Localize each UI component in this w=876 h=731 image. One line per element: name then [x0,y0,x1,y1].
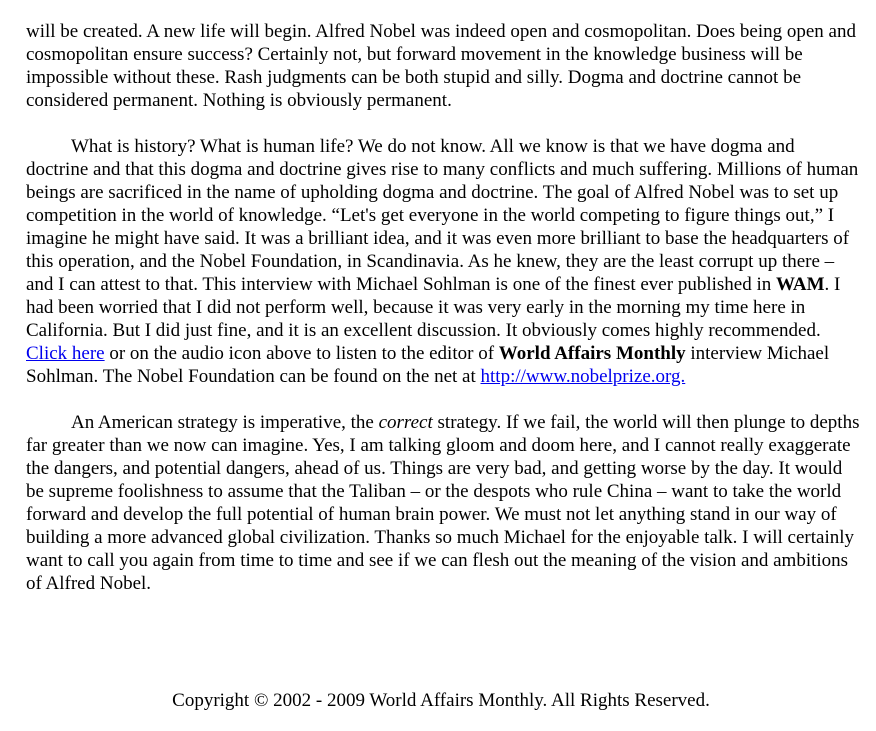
paragraph-3-text-a: An American strategy is imperative, the [71,412,379,433]
correct-emphasis: correct [378,412,433,433]
click-here-link[interactable]: Click here [26,343,105,364]
world-affairs-monthly-name: World Affairs Monthly [498,343,686,364]
paragraph-2 [26,135,860,388]
paragraph-1: will be created. A new life will begin. Alfred Nobel was indeed open and cosmopolitan. Does being open and cosmopolitan ensure success? Certainly not, but forward movement in the knowledge business will be impossible without these. Rash judgments can be both stupid and silly. Dogma and doctrine cannot be considered permanent. Nothing is obviously permanent. [26,21,856,111]
paragraph-2-text-d: interview Michael Sohlman. The Nobel Foundation can be found on the net at [26,343,830,387]
nobelprize-link[interactable]: http://www.nobelprize.org. [480,366,686,387]
paragraph-3 [26,411,860,595]
wam-abbrev: WAM [775,274,825,295]
paragraph-2-text-b: . I had been worried that I did not perform well, because it was very early in the morning my time here in California. But I did just fine, and it is an excellent discussion. It obviously comes highly recommended. [26,274,841,341]
paragraph-2-text-c: or on the audio icon above to listen to the editor of [104,343,499,364]
article-body [26,20,860,595]
paragraph-3-text-b: strategy. If we fail, the world will then plunge to depths far greater than we now can imagine. Yes, I am talking gloom and doom here, and I cannot really exaggerate the dangers, and potential dangers, ahead of us. Things are very bad, and getting worse by the day. It would be supreme foolishness to assume that the Taliban – or the despots who rule China – want to take the world forward and develop the full potential of human brain power. We must not let anything stand in our way of building a more advanced global civilization. Thanks so much Michael for the enjoyable talk. I will certainly want to call you again from time to time and see if we can flesh out the meaning of the vision and ambitions of Alfred Nobel. [26,412,860,594]
paragraph-2-text-a: What is history? What is human life? We do not know. All we know is that we have dogma and doctrine and that this dogma and doctrine gives rise to many conflicts and much suffering. Millions of human beings are sacrificed in the name of upholding dogma and doctrine. The goal of Alfred Nobel was to set up competition in the world of knowledge. “Let's get everyone in the world competing to figure things out,” I imagine he might have said. It was a brilliant idea, and it was even more brilliant to base the headquarters of this operation, and the Nobel Foundation, in Scandinavia. As he knew, they are the least corrupt up there – and I can attest to that. This interview with Michael Sohlman is one of the finest ever published in [26,136,859,295]
copyright-notice: Copyright © 2002 - 2009 World Affairs Monthly. All Rights Reserved. [172,690,710,711]
